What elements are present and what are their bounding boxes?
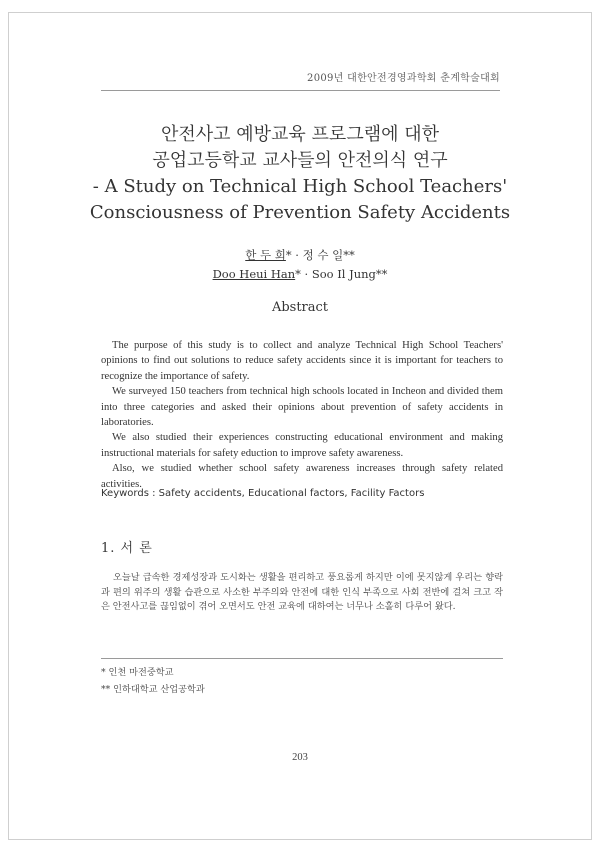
title-block (60, 122, 540, 226)
author2-english: Soo Il Jung (311, 267, 376, 281)
author1-english-mark: * (295, 267, 301, 281)
keywords: Keywords : Safety accidents, Educational factors, Facility Factors (101, 488, 425, 499)
authors-korean (60, 246, 540, 265)
footnote-2: ** 인하대학교 산업공학과 (101, 684, 205, 695)
abstract-heading: Abstract (271, 300, 329, 315)
running-header: 2009년 대한안전경영과학회 춘계학술대회 (307, 73, 500, 84)
footnote-1: * 인천 마전중학교 (101, 667, 174, 678)
authors (60, 246, 540, 284)
page-number: 203 (292, 752, 308, 763)
abstract-body (101, 338, 503, 492)
author1-korean-mark: * (285, 248, 292, 262)
english-title-line2: Consciousness of Prevention Safety Accidents (89, 202, 511, 223)
introduction-paragraph: 오늘날 급속한 경제성장과 도시화는 생활을 편리하고 풍요롭게 하지만 이에 못지않게 우리는 향락과 편의 위주의 생활 습관으로 사소한 부주의와 안전에 대한 인식 부족으로 사회 전반에 걸쳐 크고 작은 안전사고를 끊임없이 겪어 오면서도 안전 교육에 대하여는 너무나 소홀히 다루어 왔다. (101, 572, 503, 613)
authors-english (60, 265, 540, 284)
footnotes (101, 664, 205, 698)
footnote-rule (101, 658, 503, 659)
section-heading: 1. 서 론 (101, 541, 153, 556)
author2-korean-mark: ** (343, 248, 355, 262)
header-rule (101, 90, 500, 91)
author-separator-english: · (300, 267, 312, 281)
author-separator: · (291, 248, 303, 262)
abstract-paragraph: We also studied their experiences constructing educational environment and making instructional materials for safety eduction to improve safety awareness. (101, 432, 503, 459)
korean-title-line1: 안전사고 예방교육 프로그램에 대한 (161, 124, 439, 145)
english-title-line1: - A Study on Technical High School Teachers' (92, 176, 508, 197)
author2-korean: 정 수 일 (302, 248, 344, 262)
author2-english-mark: ** (375, 267, 388, 281)
korean-title-line2: 공업고등학교 교사들의 안전의식 연구 (152, 150, 448, 171)
author1-korean: 한 두 희 (245, 248, 286, 262)
abstract-paragraph: The purpose of this study is to collect and analyze Technical High School Teachers' opinions to find out solutions to reduce safety accidents since it is important for teachers to recognize the importance of safety. (101, 340, 503, 382)
abstract-paragraph: We surveyed 150 teachers from technical high schools located in Incheon and divided them into three categories and asked their opinions about prevention of safety accidents in laboratories. (101, 386, 503, 429)
author1-english: Doo Heui Han (212, 267, 296, 281)
abstract-paragraph: Also, we studied whether school safety awareness increases through safety related activities. (101, 463, 503, 490)
